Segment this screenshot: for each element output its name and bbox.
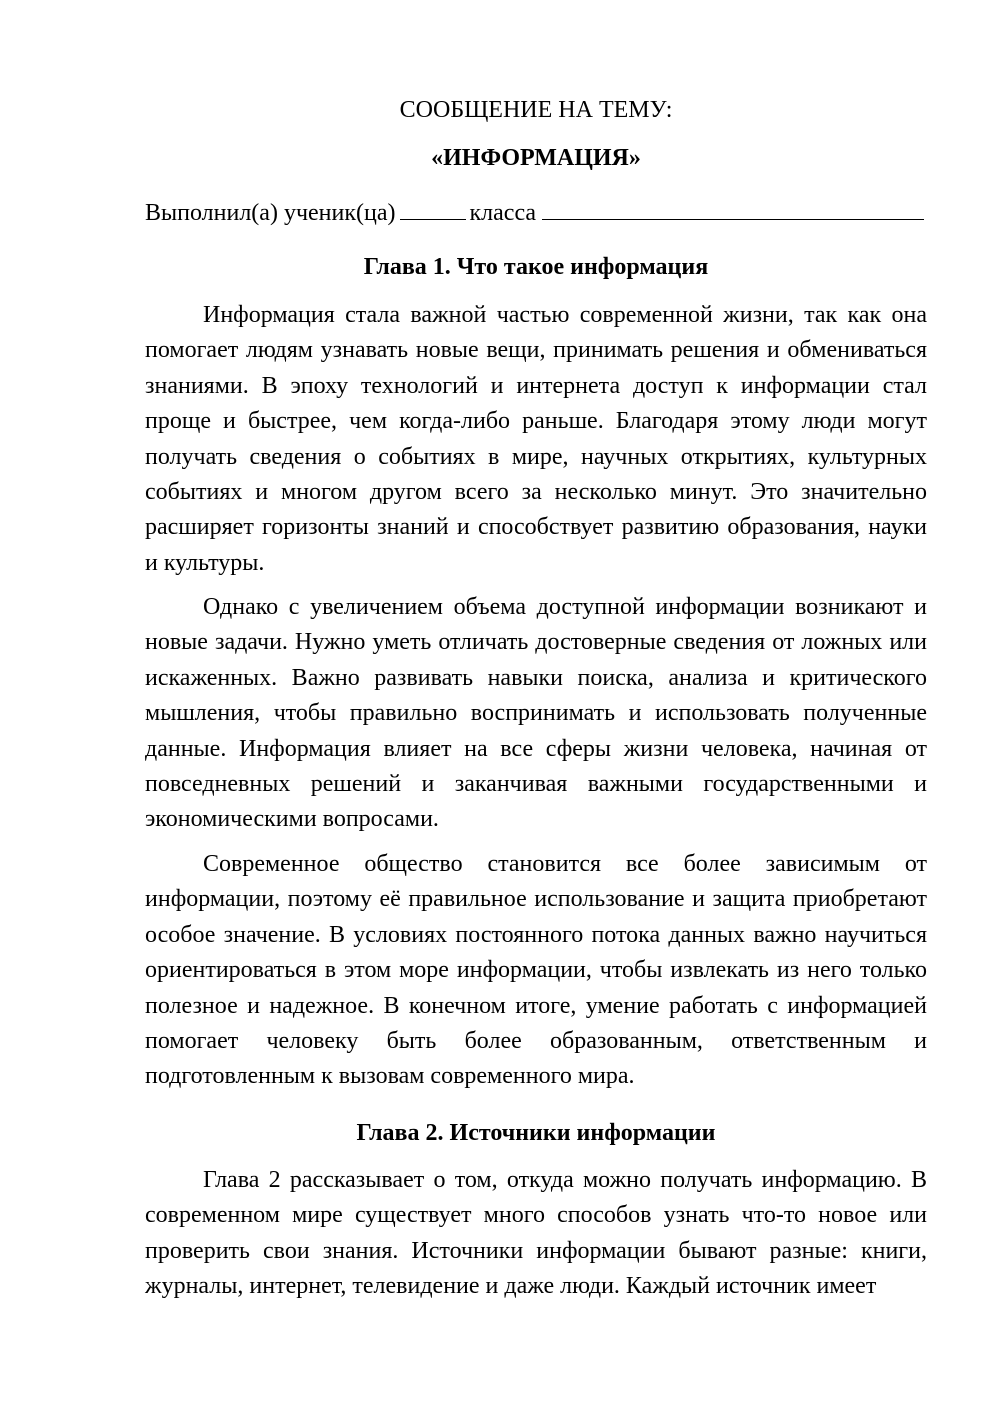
author-line [145, 197, 927, 228]
class-number-blank [400, 197, 466, 220]
document-topic: «ИНФОРМАЦИЯ» [431, 145, 641, 171]
class-label: класса [469, 200, 537, 226]
chapter-2-paragraph-1: Глава 2 рассказывает о том, откуда можно получать информацию. В современном мире существует много способов узнать что-то новое или проверить свои знания. Источники информации бывают разные: книги, журналы, интернет, телевидение и даже люди. Каждый источник имеет [145, 1167, 927, 1300]
chapter-1-paragraph-3: Современное общество становится все более зависимым от информации, поэтому её правильное использование и защита приобретают особое значение. В условиях постоянного потока данных важно научиться ориентироваться в этом море информации, чтобы извлекать из него только полезное и надежное. В конечном итоге, умение работать с информацией помогает человеку быть более образованным, ответственным и подготовленным к вызовам современного мира. [145, 851, 927, 1090]
chapter-1-heading: Глава 1. Что такое информация [363, 254, 709, 280]
chapter-2-heading: Глава 2. Источники информации [356, 1120, 716, 1146]
chapter-1-paragraph-1: Информация стала важной частью современной жизни, так как она помогает людям узнавать новые вещи, принимать решения и обмениваться знаниями. В эпоху технологий и интернета доступ к информации стал проще и быстрее, чем когда-либо раньше. Благодаря этому люди могут получать сведения о событиях в мире, научных открытиях, культурных событиях и многом другом всего за несколько минут. Это значительно расширяет горизонты знаний и способствует развитию образования, науки и культуры. [145, 302, 927, 576]
chapter-1-paragraph-2: Однако с увеличением объема доступной информации возникают и новые задачи. Нужно уметь отличать достоверные сведения от ложных или искаженных. Важно развивать навыки поиска, анализа и критического мышления, чтобы правильно воспринимать и использовать полученные данные. Информация влияет на все сферы жизни человека, начиная от повседневных решений и заканчивая важными государственными и экономическими вопросами. [145, 594, 927, 833]
author-label: Выполнил(а) ученик(ца) [145, 200, 396, 226]
name-blank [542, 197, 924, 220]
document-title: СООБЩЕНИЕ НА ТЕМУ: [399, 97, 673, 123]
